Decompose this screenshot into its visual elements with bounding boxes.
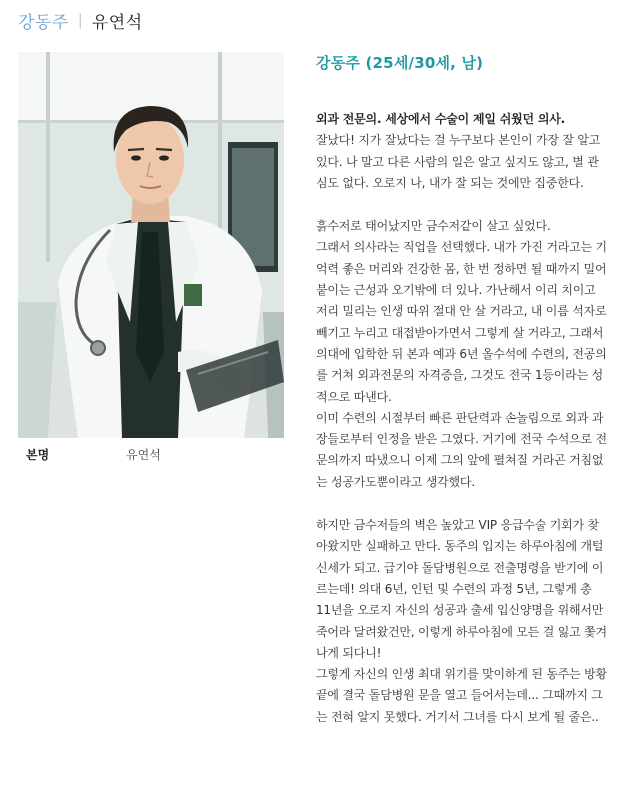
profile-section2-line: 흙수저로 태어났지만 금수저같이 살고 싶었다. bbox=[316, 219, 551, 234]
profile-section3-line: 하지만 금수저들의 벽은 높았고 VIP 응급수술 기회가 찾아왔지만 실패하고 만다. 동주의 입지는 하루아침에 개털신세가 되고. 급기야 돌담병원으로 전출명령을 받기에 이르는데! 의대 6년, 인턴 및 수련의 과정 5년, 그렇게 총 11년을 오로지 자신의 성공과 출세 입신양명을 위해서만 죽어라 달려왔건만, 이렇게 하루아침에 모든 걸 잃고 쫓겨나게 되다니! bbox=[316, 518, 607, 660]
profile-paragraph-1 bbox=[316, 109, 608, 194]
tab-divider: | bbox=[77, 11, 83, 29]
real-name-label: 본명 bbox=[26, 447, 50, 462]
tab-character-name[interactable]: 강동주 bbox=[18, 12, 69, 33]
profile-tabs bbox=[18, 8, 143, 32]
profile-lead: 외과 전문의. 세상에서 수술이 제일 쉬웠던 의사. bbox=[316, 112, 566, 126]
profile-paragraph-3 bbox=[316, 515, 608, 728]
real-name-row bbox=[18, 440, 284, 468]
profile-section2-line: 이미 수련의 시절부터 빠른 판단력과 손놀림으로 외과 과장들로부터 인정을 받은 그였다. 거기에 전국 수석으로 전문의까지 따냈으니 이제 그의 앞에 펼쳐질 거라곤 거침없는 성공가도뿐이라고 생각했다. bbox=[316, 410, 607, 489]
tab-actor-name[interactable]: 유연석 bbox=[91, 12, 143, 33]
character-profile bbox=[316, 50, 608, 728]
character-illustration bbox=[18, 52, 284, 438]
real-name-value: 유연석 bbox=[126, 447, 161, 462]
profile-section1-body: 잘났다! 지가 잘났다는 걸 누구보다 본인이 가장 잘 알고 있다. 나 말고 다른 사람의 일은 알고 싶지도 않고, 별 관심도 없다. 오로지 나, 내가 잘 되는 것에만 집중한다. bbox=[316, 133, 601, 190]
profile-paragraph-2 bbox=[316, 216, 608, 493]
profile-section3-line: 그렇게 자신의 인생 최대 위기를 맞이하게 된 동주는 방황 끝에 결국 돌담병원 문을 열고 들어서는데... 그때까지 그는 전혀 알지 못했다. 거기서 그녀를 다시 보게 될 줄은.. bbox=[316, 667, 607, 724]
character-title: 강동주 (25세/30세, 남) bbox=[316, 54, 484, 72]
profile-section2-line: 그래서 의사라는 직업을 선택했다. 내가 가진 거라고는 기억력 좋은 머리와 건강한 몸, 한 번 정하면 될 때까지 밀어붙이는 근성과 오기밖에 더 있나. 가난해서 이리 치이고 저리 밀리는 인생 따위 절대 안 살 거라고, 내 이름 석자로 빼기고 누리고 대접받아가면서 그렇게 살 거라고, 그래서 의대에 입학한 뒤 본과 예과 6년 올수석에 수련의, 전공의를 거쳐 외과전문의 자격증을, 그것도 전국 1등이라는 성적으로 따낸다. bbox=[316, 240, 607, 404]
character-photo bbox=[18, 52, 284, 438]
